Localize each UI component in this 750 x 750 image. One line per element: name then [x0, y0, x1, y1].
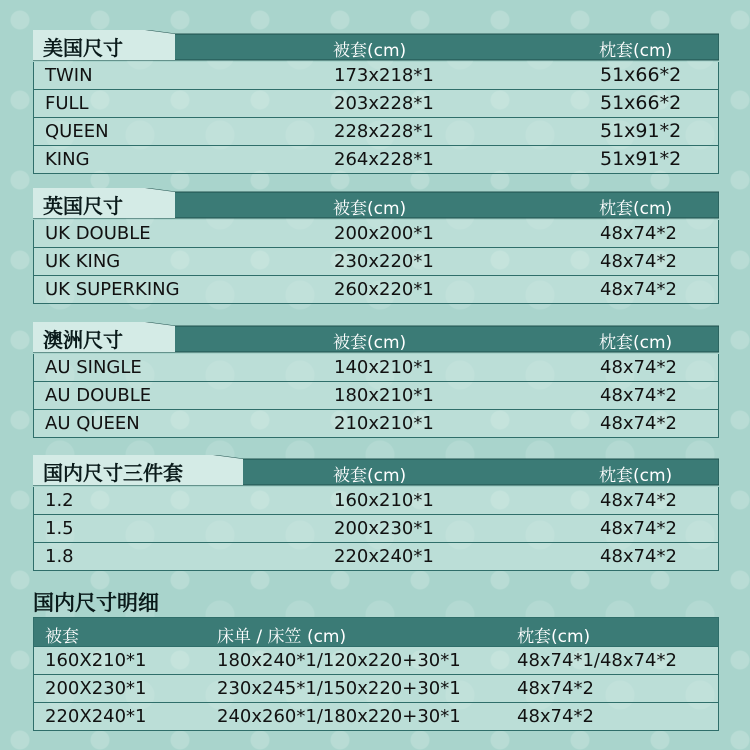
column-header-pillow: 枕套(cm) — [599, 333, 673, 353]
pillow-size: 48x74*2 — [517, 678, 594, 699]
size-name: UK DOUBLE — [45, 223, 151, 244]
table-row — [33, 276, 719, 304]
size-name: FULL — [45, 93, 89, 114]
duvet-size: 220X240*1 — [45, 706, 147, 727]
duvet-size: 220x240*1 — [334, 546, 434, 567]
table-row — [33, 703, 719, 731]
size-name: UK SUPERKING — [45, 279, 180, 300]
duvet-size: 180x210*1 — [334, 385, 434, 406]
section-header — [33, 322, 719, 354]
table-row — [33, 382, 719, 410]
duvet-size: 264x228*1 — [334, 149, 434, 170]
duvet-size: 200x200*1 — [334, 223, 434, 244]
duvet-size: 203x228*1 — [334, 93, 434, 114]
column-header-pillow: 枕套(cm) — [599, 466, 673, 486]
duvet-size: 160x210*1 — [334, 490, 434, 511]
pillow-size: 51x66*2 — [600, 64, 682, 86]
duvet-size: 173x218*1 — [334, 65, 434, 86]
pillow-size: 48x74*2 — [600, 518, 677, 539]
section-title: 澳洲尺寸 — [43, 328, 123, 352]
table-row — [33, 146, 719, 174]
table-row — [33, 354, 719, 382]
pillow-size: 48x74*2 — [517, 706, 594, 727]
duvet-size: 160X210*1 — [45, 650, 147, 671]
size-name: KING — [45, 149, 90, 170]
section-header — [33, 30, 719, 62]
pillow-size: 48x74*2 — [600, 223, 677, 244]
pillow-size: 48x74*2 — [600, 279, 677, 300]
column-header-pillow: 枕套(cm) — [599, 199, 673, 219]
duvet-size: 260x220*1 — [334, 279, 434, 300]
section-uk-sizes — [33, 188, 719, 304]
size-name: QUEEN — [45, 121, 109, 142]
column-header-sheet: 床单 / 床笠 (cm) — [217, 627, 347, 647]
table-row — [33, 118, 719, 146]
detail-title: 国内尺寸明细 — [33, 590, 159, 615]
size-name: 1.2 — [45, 490, 74, 511]
duvet-size: 230x220*1 — [334, 251, 434, 272]
pillow-size: 51x66*2 — [600, 92, 682, 114]
table-row — [33, 543, 719, 571]
table-row — [33, 487, 719, 515]
pillow-size: 48x74*2 — [600, 490, 677, 511]
section-title: 英国尺寸 — [43, 194, 123, 218]
section-header — [33, 455, 719, 487]
size-name: AU DOUBLE — [45, 385, 152, 406]
column-header-duvet: 被套 — [45, 627, 79, 647]
column-header-pillow: 枕套(cm) — [599, 41, 673, 61]
pillow-size: 48x74*2 — [600, 357, 677, 378]
table-row — [33, 410, 719, 438]
size-name: 1.8 — [45, 546, 74, 567]
column-header-pillow: 枕套(cm) — [517, 627, 591, 647]
section-title: 国内尺寸三件套 — [43, 461, 183, 485]
table-row — [33, 62, 719, 90]
sheet-size: 240x260*1/180x220+30*1 — [217, 706, 461, 727]
table-row — [33, 220, 719, 248]
column-header-duvet: 被套(cm) — [333, 333, 407, 353]
pillow-size: 48x74*1/48x74*2 — [517, 650, 677, 671]
table-row — [33, 675, 719, 703]
pillow-size: 48x74*2 — [600, 385, 677, 406]
section-au-sizes — [33, 322, 719, 438]
table-row — [33, 647, 719, 675]
pillow-size: 51x91*2 — [600, 120, 682, 142]
table-row — [33, 90, 719, 118]
section-us-sizes — [33, 30, 719, 174]
size-name: AU QUEEN — [45, 413, 140, 434]
size-name: UK KING — [45, 251, 121, 272]
pillow-size: 48x74*2 — [600, 546, 677, 567]
size-name: 1.5 — [45, 518, 74, 539]
duvet-size: 228x228*1 — [334, 121, 434, 142]
pillow-size: 51x91*2 — [600, 148, 682, 170]
section-title: 美国尺寸 — [43, 36, 123, 60]
size-name: AU SINGLE — [45, 357, 142, 378]
size-name: TWIN — [45, 65, 93, 86]
duvet-size: 200X230*1 — [45, 678, 147, 699]
table-row — [33, 515, 719, 543]
section-domestic-sizes — [33, 455, 719, 571]
column-header-duvet: 被套(cm) — [333, 466, 407, 486]
detail-header — [33, 617, 719, 647]
section-domestic-detail — [33, 617, 719, 731]
duvet-size: 200x230*1 — [334, 518, 434, 539]
duvet-size: 140x210*1 — [334, 357, 434, 378]
sheet-size: 180x240*1/120x220+30*1 — [217, 650, 461, 671]
sheet-size: 230x245*1/150x220+30*1 — [217, 678, 461, 699]
section-header — [33, 188, 719, 220]
table-row — [33, 248, 719, 276]
pillow-size: 48x74*2 — [600, 413, 677, 434]
column-header-duvet: 被套(cm) — [333, 199, 407, 219]
column-header-duvet: 被套(cm) — [333, 41, 407, 61]
pillow-size: 48x74*2 — [600, 251, 677, 272]
duvet-size: 210x210*1 — [334, 413, 434, 434]
